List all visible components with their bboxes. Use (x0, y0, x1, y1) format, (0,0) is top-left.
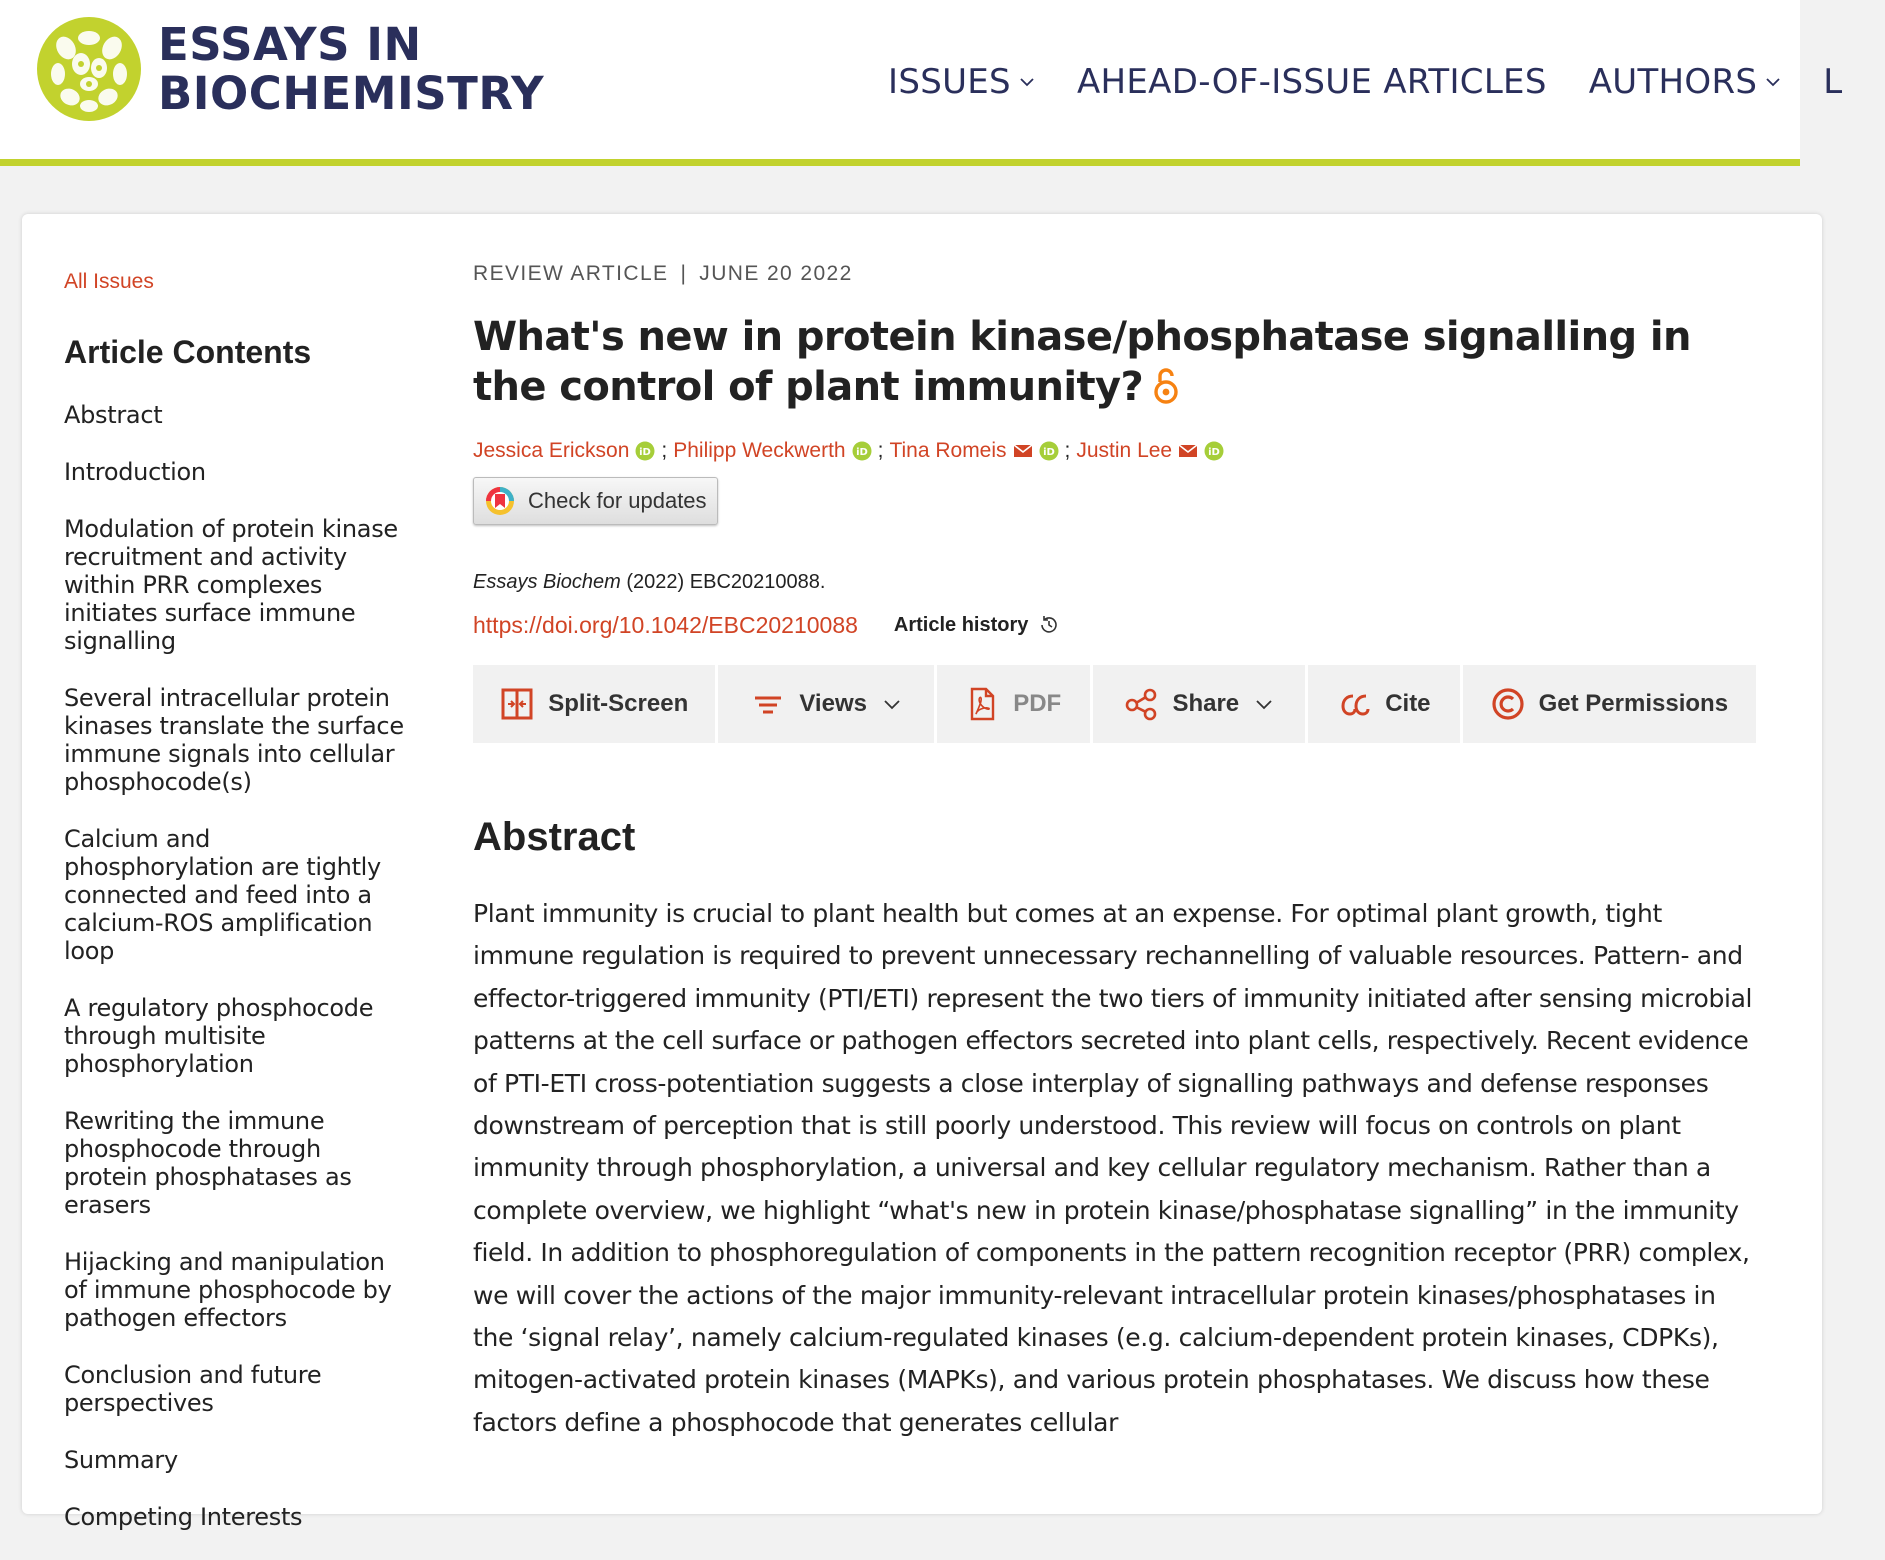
email-icon[interactable] (1013, 441, 1033, 461)
article-title (473, 312, 1763, 412)
author-name[interactable]: Justin Lee (1076, 438, 1173, 462)
logo-line-1: ESSAYS IN (158, 18, 422, 71)
chevron-down-icon (883, 695, 901, 713)
orcid-icon[interactable] (852, 441, 872, 461)
copyright-icon (1491, 687, 1525, 721)
share-icon (1124, 687, 1158, 721)
chevron-down-icon (1255, 695, 1273, 713)
article-history-toggle[interactable] (894, 614, 1060, 637)
article-history-label: Article history (893, 613, 1029, 636)
citation-details: (2022) EBC20210088. (620, 570, 826, 593)
toc-item[interactable]: Conclusion and future perspectives (64, 1361, 322, 1417)
nav-truncated-label: L (1823, 62, 1843, 102)
author-name[interactable]: Jessica Erickson (473, 438, 630, 462)
toc-item[interactable]: Hijacking and manipulation of immune phosphocode by pathogen effectors (64, 1248, 392, 1332)
sidebar (64, 270, 404, 1560)
views-icon (751, 687, 785, 721)
nav-authors-label: AUTHORS (1588, 62, 1758, 102)
cite-icon (1337, 687, 1371, 721)
pdf-button[interactable] (937, 665, 1090, 743)
publication-date: JUNE 20 2022 (699, 262, 853, 285)
split-screen-button[interactable] (473, 665, 715, 743)
email-icon[interactable] (1178, 441, 1198, 461)
nav-issues-label: ISSUES (888, 62, 1011, 102)
share-dropdown[interactable] (1093, 665, 1306, 743)
table-of-contents (64, 401, 404, 1531)
svg-text:iD: iD (1042, 446, 1055, 458)
orcid-icon[interactable] (1204, 441, 1224, 461)
author-separator: ; (877, 438, 884, 462)
cite-button[interactable] (1308, 665, 1460, 743)
pdf-label: PDF (1013, 689, 1062, 717)
nav-truncated[interactable] (1823, 62, 1842, 102)
author-separator: ; (1064, 438, 1071, 462)
views-label: Views (799, 689, 867, 717)
chevron-down-icon (1765, 74, 1781, 90)
citation-line (473, 571, 1763, 594)
abstract-text: Plant immunity is crucial to plant health but comes at an expense. For optimal plant growth, tight immune regulation is required to prevent unnecessary rechannelling of valuable resources. Pattern- and effector-triggered immunity (PTI/ETI) represent the two tiers of immunity initiated after sensing microbial patterns at the cell surface or pathogen effectors secreted into plant cells, respectively. Recent evidence of PTI-ETI cross-potentiation suggests a close interplay of signalling pathways and defense responses downstream of perception that is still poorly understood. This review will focus on controls on plant immunity through phosphorylation, a universal and key cellular regulatory mechanism. Rather than a complete overview, we highlight “what's new in protein kinase/phosphatase signalling” in the immunity field. In addition to phosphoregulation of components in the pattern recognition receptor (PRR) complex, we will cover the actions of the major immunity-relevant intracellular protein kinases/phosphatases in the ‘signal relay’, namely calcium-regulated kinases (e.g. calcium-dependent protein kinases, CDPKs), mitogen-activated protein kinases (MAPKs), and various protein phosphatases. We discuss how these factors define a phosphocode that generates cellular (473, 898, 1753, 1437)
check-for-updates-label: Check for updates (528, 487, 707, 513)
article-meta (473, 262, 1763, 286)
svg-text:iD: iD (1208, 446, 1220, 458)
pdf-icon (965, 687, 999, 721)
svg-text:iD: iD (639, 446, 652, 458)
journal-abbrev: Essays Biochem (473, 570, 621, 593)
article-title-text: What's new in protein kinase/phosphatase signalling in the control of plant immunity? (473, 314, 1691, 410)
article-main (473, 262, 1763, 1469)
toc-item[interactable]: A regulatory phosphocode through multisite phosphorylation (64, 994, 374, 1078)
svg-text:iD: iD (855, 446, 868, 458)
split-screen-label: Split-Screen (548, 689, 689, 717)
author-name[interactable]: Philipp Weckwerth (673, 438, 846, 462)
toc-item[interactable]: Modulation of protein kinase recruitment and activity within PRR complexes initiates surface immune signalling (64, 515, 398, 655)
split-screen-icon (500, 687, 534, 721)
article-type: REVIEW ARTICLE (473, 262, 669, 285)
journal-logo[interactable] (36, 16, 544, 122)
author-list (473, 439, 1763, 463)
nav-ahead-of-issue[interactable] (1077, 62, 1547, 102)
doi-link[interactable]: https://doi.org/10.1042/EBC20210088 (473, 611, 858, 638)
all-issues-link[interactable]: All Issues (64, 270, 154, 293)
orcid-icon[interactable] (1039, 441, 1059, 461)
chevron-down-icon (1019, 74, 1035, 90)
nav-issues[interactable] (888, 62, 1035, 102)
toc-item[interactable]: Abstract (64, 401, 163, 429)
author-name[interactable]: Tina Romeis (889, 438, 1007, 462)
toc-item[interactable]: Several intracellular protein kinases translate the surface immune signals into cellular phosphocode(s) (64, 684, 404, 796)
nav-ahead-label: AHEAD-OF-ISSUE ARTICLES (1076, 62, 1547, 102)
toc-item[interactable]: Competing Interests (64, 1503, 303, 1531)
site-header (0, 0, 1843, 166)
logo-text (158, 20, 544, 118)
toc-item[interactable]: Rewriting the immune phosphocode through protein phosphatases as erasers (64, 1107, 352, 1219)
author-separator: ; (661, 438, 668, 462)
article-toolbar (473, 665, 1756, 743)
crossmark-icon (484, 485, 516, 517)
main-nav (888, 62, 1885, 102)
article-contents-heading: Article Contents (64, 334, 312, 370)
abstract-heading: Abstract (473, 814, 636, 859)
check-for-updates-button[interactable] (473, 477, 718, 525)
toc-item[interactable]: Summary (64, 1446, 178, 1474)
views-dropdown[interactable] (718, 665, 933, 743)
logo-line-2: BIOCHEMISTRY (158, 67, 545, 120)
share-label: Share (1172, 689, 1240, 717)
history-clock-icon (1038, 614, 1060, 636)
nav-authors[interactable] (1589, 62, 1782, 102)
logo-mark-icon (36, 16, 142, 122)
cite-label: Cite (1385, 689, 1431, 717)
open-access-icon (1153, 366, 1179, 404)
get-permissions-label: Get Permissions (1538, 689, 1729, 717)
toc-item[interactable]: Introduction (64, 458, 206, 486)
toc-item[interactable]: Calcium and phosphorylation are tightly connected and feed into a calcium-ROS amplification loop (64, 825, 381, 965)
get-permissions-button[interactable] (1463, 665, 1756, 743)
doi-row (473, 612, 1763, 639)
meta-separator: | (680, 262, 688, 285)
orcid-icon[interactable] (635, 441, 655, 461)
